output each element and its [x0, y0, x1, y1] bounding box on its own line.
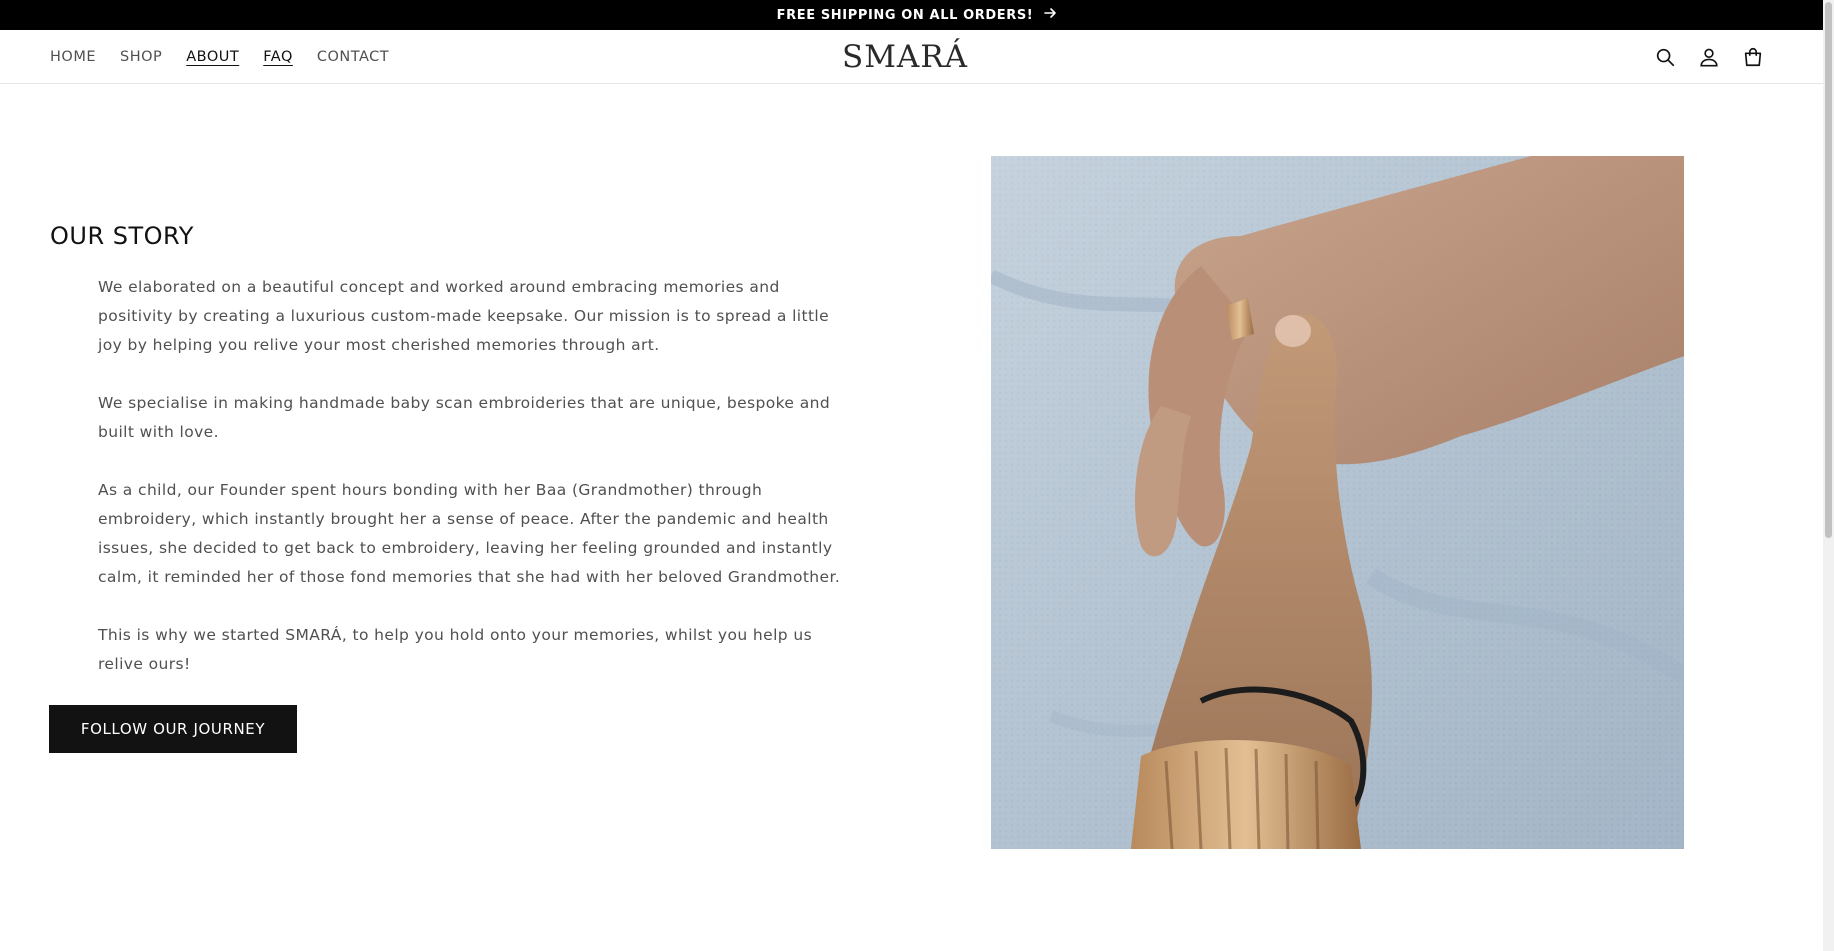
- header-icons: [1652, 30, 1766, 84]
- site-header: [0, 30, 1823, 84]
- announcement-text[interactable]: FREE SHIPPING ON ALL ORDERS!: [776, 7, 1034, 23]
- account-icon[interactable]: [1696, 44, 1722, 70]
- story-paragraph: As a child, our Founder spent hours bonding with her Baa (Grandmother) through embroidery, which instantly brought her a sense of peace. After the pandemic and health issues, she decided to get back to embroidery, leaving her feeling grounded and instantly calm, it reminded her of those fond memories that she had with her beloved Grandmother.: [98, 481, 841, 586]
- story-paragraph: We specialise in making handmade baby scan embroideries that are unique, bespoke and built with love.: [98, 394, 831, 441]
- wrist-watch: [1131, 740, 1361, 849]
- nav-home[interactable]: HOME: [50, 49, 96, 65]
- fingernail: [1275, 315, 1311, 347]
- follow-our-journey-button[interactable]: FOLLOW OUR JOURNEY: [49, 705, 297, 753]
- page-scrollbar[interactable]: [1823, 0, 1834, 951]
- story-paragraph: This is why we started SMARÁ, to help you hold onto your memories, whilst you help us relive ours!: [98, 626, 813, 673]
- story-paragraph: We elaborated on a beautiful concept and worked around embracing memories and positivity by creating a luxurious custom-made keepsake. Our mission is to spread a little joy by helping you relive your most cherished memories through art.: [98, 278, 830, 354]
- search-icon[interactable]: [1652, 44, 1678, 70]
- story-body: [98, 273, 843, 708]
- main-nav: [38, 30, 401, 84]
- nav-contact[interactable]: CONTACT: [316, 49, 390, 65]
- holding-hands-illustration: [991, 156, 1684, 849]
- nav-faq[interactable]: FAQ: [263, 49, 293, 65]
- story-photo: [991, 156, 1684, 849]
- story-title: OUR STORY: [50, 222, 194, 250]
- nav-about[interactable]: ABOUT: [186, 49, 240, 65]
- scrollbar-thumb[interactable]: [1825, 2, 1832, 538]
- site-logo[interactable]: SMARÁ: [841, 39, 969, 75]
- nav-shop[interactable]: SHOP: [120, 49, 163, 65]
- announcement-bar[interactable]: [0, 0, 1834, 30]
- arrow-right-icon[interactable]: [1043, 6, 1057, 24]
- cart-icon[interactable]: [1740, 44, 1766, 70]
